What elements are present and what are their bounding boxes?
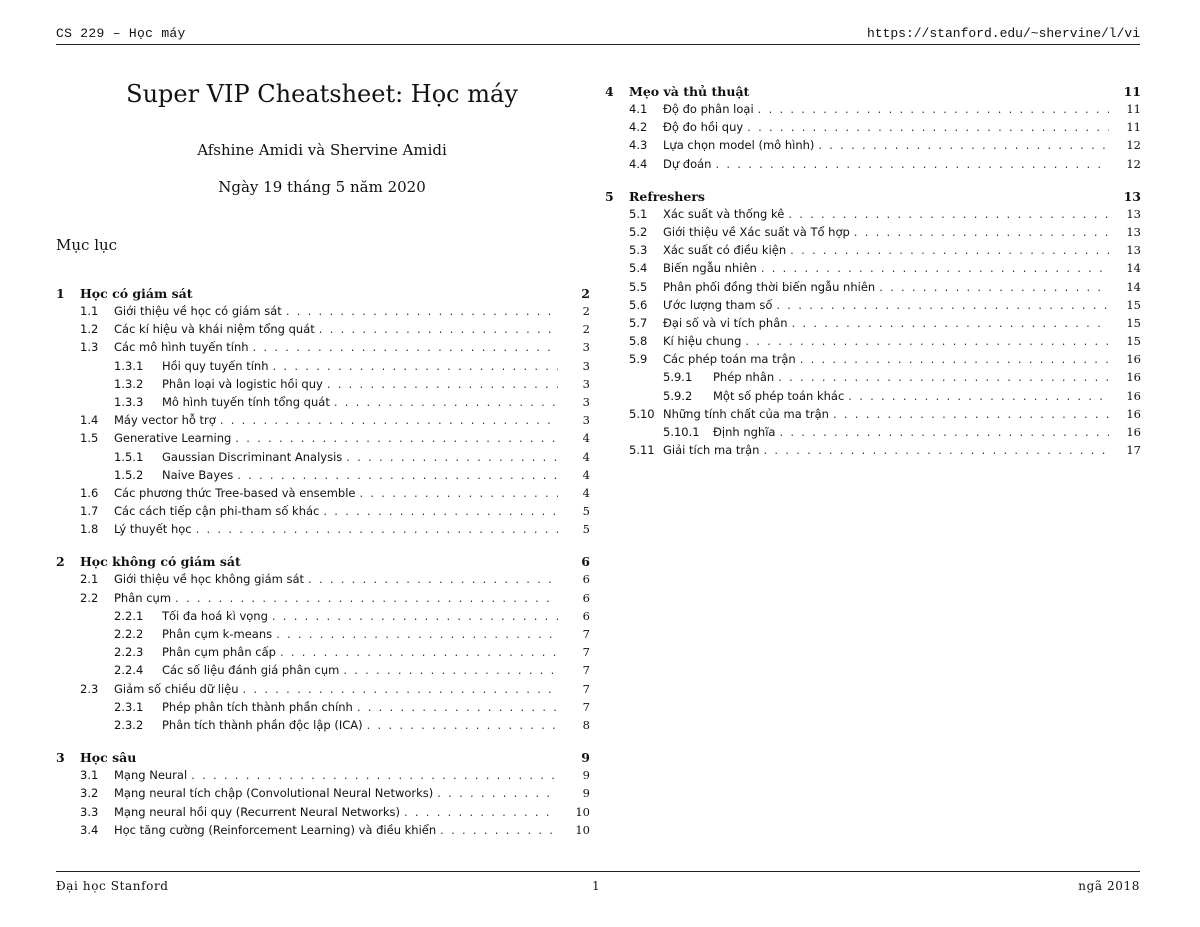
- toc-entry-title: Các mô hình tuyến tính: [114, 340, 249, 355]
- toc-entry-number: 3.2: [80, 786, 99, 801]
- toc-leader-dots: [243, 682, 558, 696]
- toc-entry-line: [162, 718, 558, 732]
- toc-entry-line: [114, 340, 558, 354]
- toc-entry-line: [114, 591, 558, 605]
- toc-entry-line: [663, 352, 1109, 366]
- toc-entry-number: 2.1: [80, 572, 99, 587]
- toc-entry-title: Giải tích ma trận: [663, 443, 760, 458]
- toc-leader-dots: [404, 805, 558, 819]
- toc-leader-dots: [357, 700, 558, 714]
- toc-entry-number: 4.2: [629, 120, 648, 135]
- toc-subentry[interactable]: [56, 663, 590, 681]
- toc-entry-page: 6: [582, 572, 590, 587]
- toc-leader-dots: [854, 225, 1109, 239]
- toc-entry-page: 5: [582, 522, 590, 537]
- toc-leader-dots: [792, 316, 1109, 330]
- toc-entry-title: Tối đa hoá kì vọng: [162, 608, 268, 623]
- toc-entry-title: Phép phân tích thành phần chính: [162, 699, 353, 714]
- toc-entry-page: 16: [1126, 370, 1141, 385]
- toc-entry-page: 3: [582, 340, 590, 355]
- toc-entry-page: 11: [1126, 102, 1141, 116]
- toc-entry-number: 1.5.1: [114, 449, 144, 464]
- toc-entry-line: [713, 425, 1109, 439]
- toc-entry-line: [663, 225, 1109, 239]
- toc-entry-number: 1.5.2: [114, 467, 144, 482]
- toc-entry-page: 15: [1126, 297, 1141, 312]
- toc-leader-dots: [848, 389, 1109, 403]
- toc-entry-line: [663, 316, 1109, 330]
- toc-entry-line: [162, 377, 558, 391]
- toc-entry-number: 2.2.2: [114, 627, 144, 641]
- toc-entry-number: 5.10: [629, 406, 655, 421]
- toc-entry-line: [663, 261, 1109, 275]
- toc-entry-page: 13: [1126, 206, 1141, 221]
- toc-entry-line: [162, 663, 558, 677]
- toc-entry-title: Học tăng cường (Reinforcement Learning) và điều khiển: [114, 822, 437, 837]
- toc-entry-line: [713, 370, 1109, 384]
- toc-entry-title: Mạng Neural: [114, 768, 188, 783]
- toc-entry-title: Gaussian Discriminant Analysis: [162, 449, 343, 464]
- toc-entry-title: Phân loại và logistic hồi quy: [162, 376, 323, 391]
- toc-entry-page: 4: [582, 431, 590, 446]
- toc-entry-number: 3.3: [80, 804, 99, 819]
- toc-entry-title: Các phương thức Tree-based và ensemble: [114, 485, 356, 500]
- toc-leader-dots: [437, 786, 558, 800]
- toc-entry-page: 10: [575, 804, 590, 819]
- toc-entry-line: [162, 609, 558, 623]
- toc-entry-title: Xác suất có điều kiện: [663, 243, 787, 258]
- toc-entry-page: 3: [582, 376, 590, 391]
- toc-entry-page: 16: [1126, 352, 1141, 367]
- toc-entry-page: 7: [582, 699, 590, 714]
- toc-entry[interactable]: [605, 316, 1141, 334]
- toc-entry-number: 5.9: [629, 352, 648, 367]
- toc-entry-title: Những tính chất của ma trận: [663, 406, 829, 421]
- toc-entry-title: Lý thuyết học: [114, 522, 192, 537]
- toc-entry-line: [162, 700, 558, 714]
- toc-entry-number: 1.2: [80, 322, 99, 337]
- header-rule: [56, 44, 1140, 45]
- toc-entry-number: 2.2.4: [114, 663, 144, 678]
- toc-entry-page: 15: [1126, 334, 1141, 349]
- toc-entry-page: 3: [582, 358, 590, 373]
- toc-entry-line: [114, 413, 558, 427]
- toc-leader-dots: [747, 120, 1109, 134]
- toc-section-title: Refreshers: [629, 188, 705, 204]
- toc-left-column: [56, 286, 590, 841]
- toc-entry[interactable]: [605, 334, 1141, 352]
- toc-entry-title: Các số liệu đánh giá phân cụm: [162, 663, 340, 678]
- toc-entry-number: 1.5: [80, 431, 99, 446]
- toc-subentry[interactable]: [605, 370, 1141, 388]
- toc-leader-dots: [745, 334, 1109, 348]
- toc-entry-page: 5: [582, 504, 590, 519]
- toc-subentry[interactable]: [56, 609, 590, 627]
- toc-subentry[interactable]: [56, 627, 590, 645]
- page-header: [56, 26, 1140, 44]
- toc-entry-page: 10: [575, 822, 590, 837]
- toc-entry-number: 5.9.1: [663, 370, 693, 385]
- toc-leader-dots: [343, 663, 558, 677]
- toc-entry[interactable]: [56, 504, 590, 522]
- toc-entry-title: Giới thiệu về Xác suất và Tổ hợp: [663, 224, 850, 239]
- toc-entry-title: Phân phối đồng thời biến ngẫu nhiên: [663, 279, 876, 294]
- toc-entry-page: 2: [582, 304, 590, 318]
- toc-entry-title: Các kí hiệu và khái niệm tổng quát: [114, 322, 315, 337]
- toc-entry-number: 5.7: [629, 315, 648, 330]
- toc-entry-line: [663, 207, 1109, 221]
- toc-entry-line: [663, 157, 1109, 171]
- document-title: Super VIP Cheatsheet: Học máy: [126, 80, 518, 108]
- toc-leader-dots: [776, 298, 1109, 312]
- toc-entry-title: Độ đo phân loại: [663, 102, 754, 116]
- toc-entry-line: [162, 645, 558, 659]
- toc-entry-line: [663, 334, 1109, 348]
- toc-entry-number: 2.3: [80, 681, 99, 696]
- toc-entry-title: Một số phép toán khác: [713, 388, 845, 403]
- toc-leader-dots: [715, 157, 1109, 171]
- toc-entry-page: 4: [582, 467, 590, 482]
- toc-entry-page: 2: [582, 322, 590, 337]
- toc-entry-title: Biến ngẫu nhiên: [663, 261, 757, 276]
- toc-entry[interactable]: [605, 407, 1141, 425]
- toc-entry-line: [663, 298, 1109, 312]
- toc-entry[interactable]: [605, 261, 1141, 279]
- toc-entry-line: [114, 572, 558, 586]
- toc-entry-line: [663, 280, 1109, 294]
- toc-entry-page: 12: [1126, 138, 1141, 153]
- toc-leader-dots: [359, 486, 558, 500]
- date: Ngày 19 tháng 5 năm 2020: [218, 178, 426, 196]
- toc-leader-dots: [308, 572, 558, 586]
- toc-leader-dots: [763, 443, 1109, 457]
- toc-leader-dots: [800, 352, 1109, 366]
- toc-entry[interactable]: [605, 120, 1141, 138]
- toc-entry[interactable]: [56, 322, 590, 340]
- toc-entry-line: [663, 102, 1109, 116]
- authors: Afshine Amidi và Shervine Amidi: [197, 141, 447, 159]
- toc-entry-title: Mạng neural tích chập (Convolutional Neural Networks): [114, 786, 434, 801]
- header-course-title: CS 229 – Học máy: [56, 26, 186, 41]
- toc-entry-number: 2.2.1: [114, 608, 144, 623]
- toc-entry-page: 7: [582, 627, 590, 641]
- toc-subentry[interactable]: [605, 425, 1141, 443]
- toc-entry-page: 9: [582, 786, 590, 801]
- toc-leader-dots: [323, 504, 558, 518]
- toc-entry-number: 5.8: [629, 334, 648, 349]
- toc-section-page: 11: [1123, 84, 1141, 99]
- toc-entry-page: 16: [1126, 388, 1141, 403]
- toc-entry-page: 9: [582, 768, 590, 783]
- toc-entry-title: Kí hiệu chung: [663, 334, 742, 349]
- toc-entry-line: [162, 359, 558, 373]
- toc-subentry[interactable]: [56, 359, 590, 377]
- toc-leader-dots: [761, 261, 1109, 275]
- toc-leader-dots: [319, 322, 558, 336]
- toc-leader-dots: [334, 395, 558, 409]
- toc-entry-line: [114, 486, 558, 500]
- toc-entry-number: 2.2: [80, 590, 99, 605]
- toc-entry-number: 1.3: [80, 340, 99, 355]
- toc-entry-line: [663, 138, 1109, 152]
- toc-entry-line: [114, 786, 558, 800]
- toc-entry-line: [663, 443, 1109, 457]
- toc-entry-title: Đại số và vi tích phân: [663, 315, 788, 330]
- toc-entry-page: 14: [1126, 261, 1141, 276]
- toc-leader-dots: [818, 138, 1109, 152]
- toc-leader-dots: [788, 207, 1109, 221]
- toc-subentry[interactable]: [56, 718, 590, 736]
- toc-entry-line: [114, 768, 558, 782]
- toc-entry-number: 1.6: [80, 485, 99, 500]
- toc-entry[interactable]: [605, 225, 1141, 243]
- toc-entry-page: 16: [1126, 406, 1141, 421]
- toc-entry-number: 4.4: [629, 156, 648, 171]
- toc-entry[interactable]: [605, 280, 1141, 298]
- toc-leader-dots: [273, 359, 559, 373]
- toc-entry-page: 7: [582, 645, 590, 660]
- toc-entry-title: Dự đoán: [663, 156, 712, 171]
- toc-heading: Mục lục: [56, 236, 118, 254]
- toc-leader-dots: [235, 431, 558, 445]
- toc-entry[interactable]: [56, 805, 590, 823]
- toc-section-page: 2: [581, 286, 590, 301]
- toc-leader-dots: [790, 243, 1109, 257]
- toc-entry-title: Phân cụm phân cấp: [162, 645, 276, 660]
- toc-leader-dots: [276, 627, 558, 641]
- toc-section[interactable]: [605, 189, 1141, 207]
- toc-entry-line: [114, 431, 558, 445]
- toc-entry-page: 4: [582, 485, 590, 500]
- toc-entry-line: [713, 389, 1109, 403]
- toc-entry-line: [114, 522, 558, 536]
- toc-entry[interactable]: [56, 768, 590, 786]
- toc-entry[interactable]: [56, 591, 590, 609]
- toc-entry-number: 5.6: [629, 297, 648, 312]
- toc-leader-dots: [778, 370, 1109, 384]
- toc-subentry[interactable]: [56, 700, 590, 718]
- toc-entry[interactable]: [56, 413, 590, 431]
- toc-right-column: [605, 84, 1141, 461]
- toc-entry-number: 4.3: [629, 138, 648, 153]
- toc-section-title: Học có giám sát: [80, 286, 193, 301]
- toc-entry-number: 5.3: [629, 243, 648, 258]
- toc-entry-page: 11: [1126, 120, 1141, 135]
- toc-section-number: 1: [56, 286, 65, 301]
- toc-entry[interactable]: [56, 682, 590, 700]
- toc-entry-line: [162, 395, 558, 409]
- toc-entry[interactable]: [605, 207, 1141, 225]
- toc-entry-number: 1.4: [80, 413, 99, 428]
- toc-leader-dots: [327, 377, 558, 391]
- toc-entry-number: 5.5: [629, 279, 648, 294]
- toc-entry[interactable]: [56, 572, 590, 590]
- toc-entry-line: [114, 682, 558, 696]
- toc-entry-page: 6: [582, 608, 590, 623]
- toc-entry-line: [663, 243, 1109, 257]
- toc-entry-line: [663, 407, 1109, 421]
- toc-section-title: Mẹo và thủ thuật: [629, 84, 750, 99]
- toc-subentry[interactable]: [605, 389, 1141, 407]
- toc-entry-number: 1.8: [80, 522, 99, 537]
- toc-entry-number: 1.7: [80, 504, 99, 519]
- toc-entry-page: 4: [582, 449, 590, 464]
- toc-entry-title: Giảm số chiều dữ liệu: [114, 681, 239, 696]
- toc-leader-dots: [833, 407, 1109, 421]
- toc-entry-title: Lựa chọn model (mô hình): [663, 138, 815, 153]
- toc-entry-line: [114, 823, 558, 837]
- toc-entry-page: 15: [1126, 315, 1141, 330]
- toc-leader-dots: [758, 102, 1109, 116]
- toc-entry[interactable]: [605, 443, 1141, 461]
- toc-subentry[interactable]: [56, 377, 590, 395]
- toc-entry[interactable]: [56, 304, 590, 322]
- toc-leader-dots: [253, 340, 558, 354]
- toc-entry[interactable]: [56, 431, 590, 449]
- toc-subentry[interactable]: [56, 468, 590, 486]
- toc-entry[interactable]: [605, 138, 1141, 156]
- footer-rule: [56, 871, 1140, 872]
- toc-section-title: Học không có giám sát: [80, 554, 241, 570]
- toc-section-page: 13: [1123, 188, 1141, 204]
- toc-entry-title: Hồi quy tuyến tính: [162, 358, 269, 373]
- toc-entry-page: 6: [582, 590, 590, 605]
- toc-entry[interactable]: [56, 786, 590, 804]
- toc-entry[interactable]: [56, 522, 590, 540]
- toc-leader-dots: [286, 304, 558, 318]
- toc-entry[interactable]: [56, 340, 590, 358]
- toc-entry-title: Độ đo hồi quy: [663, 120, 744, 135]
- toc-entry-page: 3: [582, 413, 590, 428]
- footer-date: ngã 2018: [1078, 879, 1140, 893]
- toc-entry-title: Mạng neural hồi quy (Recurrent Neural Networks): [114, 804, 400, 819]
- toc-entry-number: 1.3.1: [114, 358, 144, 373]
- toc-entry-number: 1.3.3: [114, 394, 144, 409]
- toc-entry-number: 5.9.2: [663, 388, 693, 403]
- toc-subentry[interactable]: [56, 450, 590, 468]
- toc-entry-page: 7: [582, 663, 590, 678]
- toc-section[interactable]: [56, 750, 590, 768]
- toc-entry-line: [162, 468, 558, 482]
- toc-entry-line: [162, 450, 558, 464]
- toc-leader-dots: [440, 823, 558, 837]
- toc-entry-number: 2.3.2: [114, 717, 144, 732]
- toc-leader-dots: [346, 450, 558, 464]
- toc-entry-title: Phân tích thành phần độc lập (ICA): [162, 717, 363, 732]
- toc-entry-title: Định nghĩa: [713, 425, 776, 439]
- toc-entry-number: 5.2: [629, 224, 648, 239]
- toc-section[interactable]: [56, 554, 590, 572]
- toc-entry-number: 1.1: [80, 304, 99, 318]
- toc-leader-dots: [280, 645, 558, 659]
- toc-entry-number: 5.11: [629, 443, 655, 458]
- toc-section[interactable]: [56, 286, 590, 304]
- toc-entry-page: 3: [582, 394, 590, 409]
- toc-entry-number: 5.1: [629, 206, 648, 221]
- toc-section-number: 3: [56, 750, 65, 766]
- toc-section-number: 2: [56, 554, 65, 570]
- toc-leader-dots: [175, 591, 558, 605]
- toc-entry-title: Giới thiệu về học không giám sát: [114, 572, 305, 587]
- toc-leader-dots: [196, 522, 558, 536]
- toc-leader-dots: [367, 718, 558, 732]
- toc-section-number: 5: [605, 188, 614, 204]
- page-number: 1: [592, 879, 601, 893]
- toc-entry-title: Mô hình tuyến tính tổng quát: [162, 394, 330, 409]
- toc-entry-page: 8: [582, 717, 590, 732]
- toc-entry-line: [114, 322, 558, 336]
- page-footer: [56, 879, 1140, 897]
- toc-entry-title: Các cách tiếp cận phi-tham số khác: [114, 504, 320, 519]
- toc-entry-title: Ước lượng tham số: [663, 297, 773, 312]
- toc-entry-number: 2.3.1: [114, 699, 144, 714]
- toc-section-page: 6: [581, 554, 590, 570]
- toc-leader-dots: [272, 609, 558, 623]
- toc-entry-title: Phân cụm k-means: [162, 627, 273, 641]
- toc-entry-page: 17: [1126, 443, 1141, 458]
- toc-entry-title: Các phép toán ma trận: [663, 352, 796, 367]
- header-url-link[interactable]: https://stanford.edu/~shervine/l/vi: [866, 26, 1140, 41]
- toc-subentry[interactable]: [56, 395, 590, 413]
- toc-entry[interactable]: [605, 352, 1141, 370]
- toc-entry[interactable]: [605, 298, 1141, 316]
- toc-entry[interactable]: [605, 243, 1141, 261]
- toc-entry-line: [114, 805, 558, 819]
- toc-entry-page: 7: [582, 681, 590, 696]
- toc-entry-number: 3.4: [80, 822, 99, 837]
- toc-section[interactable]: [605, 84, 1141, 102]
- toc-leader-dots: [191, 768, 558, 782]
- toc-entry-number: 4.1: [629, 102, 648, 116]
- toc-entry[interactable]: [605, 102, 1141, 120]
- toc-leader-dots: [879, 280, 1109, 294]
- toc-entry-page: 16: [1126, 425, 1141, 439]
- toc-entry[interactable]: [56, 823, 590, 841]
- toc-entry-page: 12: [1126, 156, 1141, 171]
- toc-entry-number: 5.4: [629, 261, 648, 276]
- toc-entry[interactable]: [56, 486, 590, 504]
- footer-institution: Đại học Stanford: [56, 879, 169, 893]
- toc-entry-number: 2.2.3: [114, 645, 144, 660]
- toc-leader-dots: [237, 468, 558, 482]
- toc-entry-line: [663, 120, 1109, 134]
- toc-entry-number: 5.10.1: [663, 425, 700, 439]
- toc-entry-title: Phân cụm: [114, 590, 172, 605]
- toc-section-title: Học sâu: [80, 750, 137, 766]
- toc-leader-dots: [779, 425, 1109, 439]
- toc-entry-title: Máy vector hỗ trợ: [114, 413, 216, 428]
- toc-leader-dots: [220, 413, 558, 427]
- toc-entry-page: 14: [1126, 279, 1141, 294]
- toc-entry-page: 13: [1126, 224, 1141, 239]
- toc-section-number: 4: [605, 84, 614, 99]
- toc-entry-title: Phép nhân: [713, 370, 775, 385]
- toc-entry-line: [162, 627, 558, 641]
- toc-entry-number: 1.3.2: [114, 376, 144, 391]
- toc-entry-title: Generative Learning: [114, 431, 232, 446]
- toc-entry-title: Giới thiệu về học có giám sát: [114, 304, 282, 318]
- toc-entry-line: [114, 504, 558, 518]
- toc-subentry[interactable]: [56, 645, 590, 663]
- toc-entry-number: 3.1: [80, 768, 99, 783]
- toc-entry[interactable]: [605, 157, 1141, 175]
- toc-entry-title: Xác suất và thống kê: [663, 206, 785, 221]
- toc-entry-line: [114, 304, 558, 318]
- toc-section-page: 9: [581, 750, 590, 766]
- toc-entry-page: 13: [1126, 243, 1141, 258]
- toc-entry-title: Naive Bayes: [162, 467, 234, 482]
